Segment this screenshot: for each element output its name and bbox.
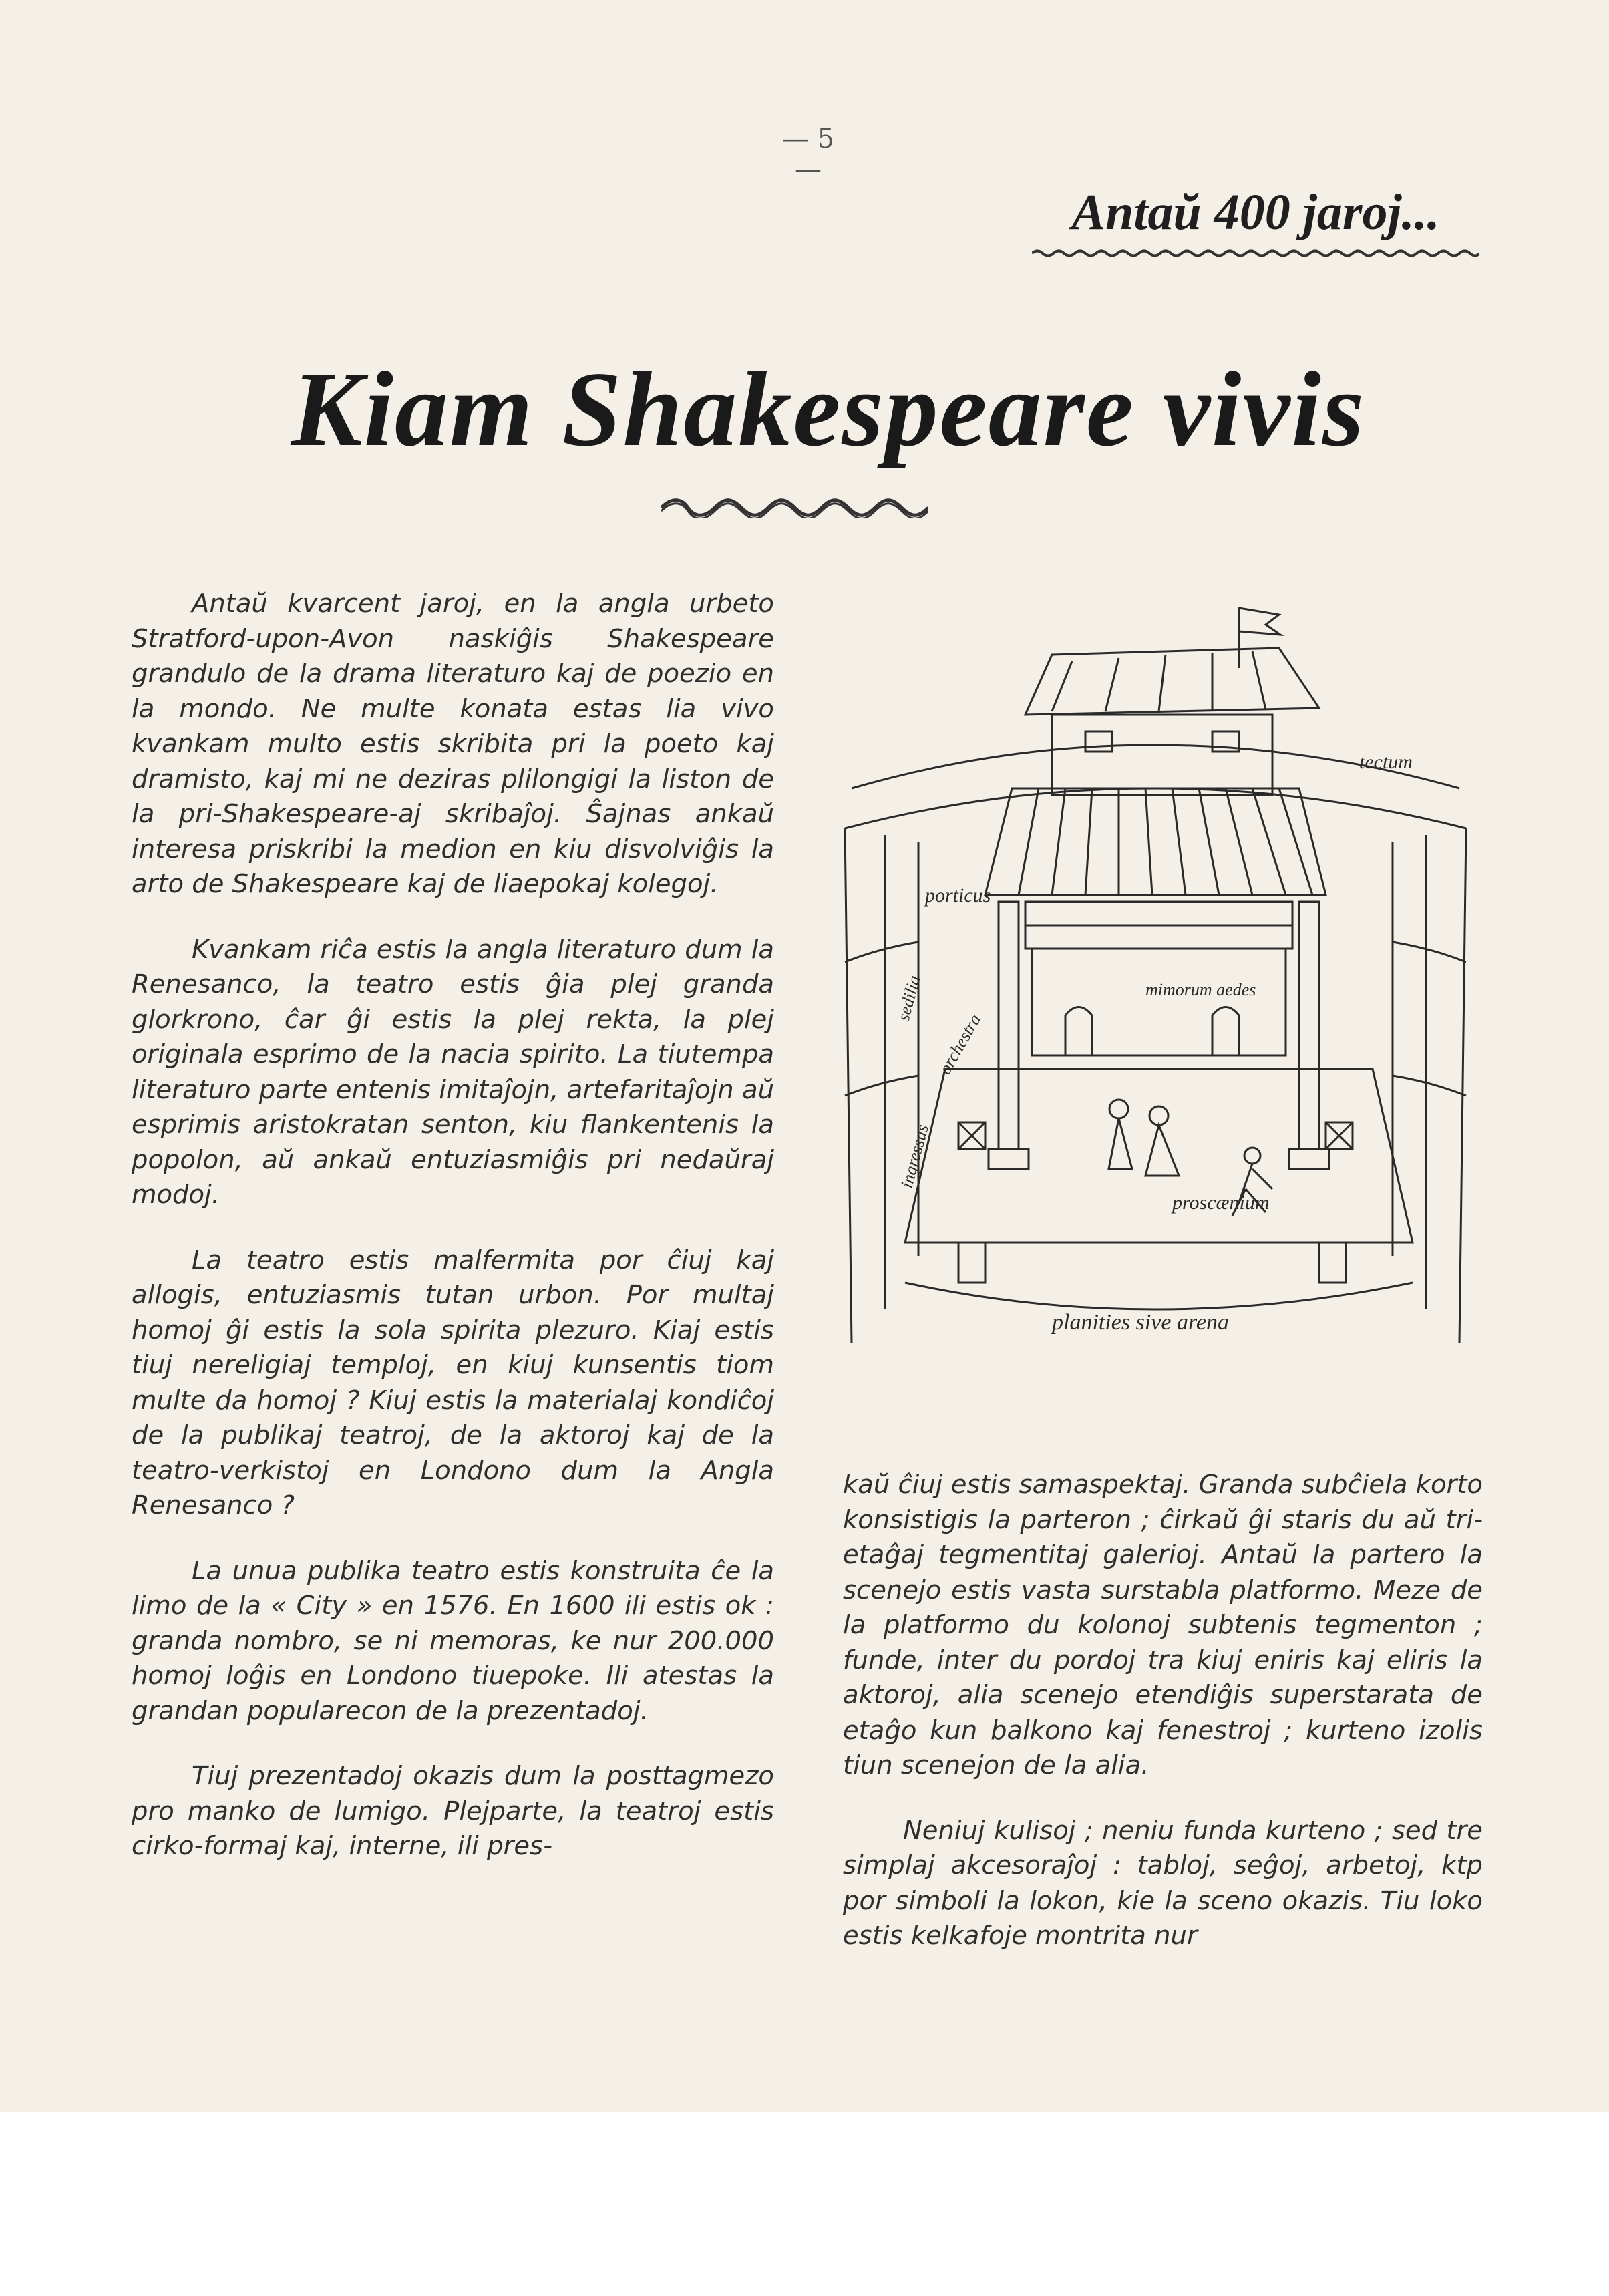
left-column: [132, 587, 774, 1895]
label-sedilia: sedilia: [893, 973, 924, 1023]
paragraph: Antaŭ kvarcent jaroj, en la angla urbeto Stratford-upon-Avon naskiĝis Shakespeare grandulo de la drama literaturo kaj de poezio en la mondo. Ne multe konata estas lia vivo kvankam multo estis skribita pri la poeto kaj dramisto, kaj mi ne deziras plilongigi la liston de la pri-Shakespeare-aj skribaĵoj. Ŝajnas ankaŭ interesa priskribi la medion en kiu disvolviĝis la arto de Shakespeare kaj de liaepokaj kolegoj.: [132, 589, 774, 899]
label-orchestra: orchestra: [935, 1011, 985, 1078]
paragraph: Neniuj kulisoj ; neniu funda kurteno ; sed tre simplaj akcesoraĵoj : tabloj, seĝoj, arbetoj, ktp por simboli la lokon, kie la sceno okazis. Tiu loko estis kelkafoje montrita nur: [843, 1815, 1483, 1951]
right-column: [843, 1468, 1483, 1984]
paragraph: La teatro estis malfermita por ĉiuj kaj allogis, entuziasmis tutan urbon. Por multaj homoj ĝi estis la sola spirita plezuro. Kiaj estis tiuj nereligiaj temploj, en kiuj kunsentis tiom multe da homoj ? Kiuj estis la materialaj kondiĉoj de la publikaj teatroj, de la aktoroj kaj de la teatro-verkistoj en Londono dum la Angla Renesanco ?: [132, 1245, 774, 1520]
page-number: — 5 —: [781, 124, 835, 185]
label-planities: planities sive arena: [1052, 1310, 1230, 1335]
label-ingressus: ingressus: [896, 1122, 932, 1190]
label-mimorum-aedes: mimorum aedes: [1145, 980, 1256, 999]
series-title: Antaŭ 400 jaroj...: [1071, 184, 1440, 240]
label-tectum: tectum: [1359, 751, 1413, 773]
theatre-drawing: [838, 588, 1473, 1376]
paragraph: Kvankam riĉa estis la angla literaturo dum la Renesanco, la teatro estis ĝia plej granda glorkrono, ĉar ĝi estis la plej rekta, la plej originala esprimo de la nacia spirito. La tiutempa literaturo parte entenis imitaĵojn, artefaritaĵojn aŭ esprimis aristokratan senton, kiu flankentenis la popolon, aŭ ankaŭ entuziasmiĝis pri nedaŭraj modoj.: [132, 934, 774, 1210]
series-title-underline: [1032, 249, 1479, 258]
title-ornament: [661, 498, 928, 518]
article-title: Kiam Shakespeare vivis: [291, 349, 1366, 468]
label-proscaenium: proscænium: [1172, 1192, 1270, 1214]
paragraph: kaŭ ĉiuj estis samaspektaj. Granda subĉiela korto konsistigis la parteron ; ĉirkaŭ ĝi staris du aŭ tri-etaĝaj tegmentitaj galerioj. Antaŭ la partero la scenejo estis vasta surstabla platformo. Meze de la platformo du kolonoj subtenis tegmenton ; funde, inter du pordoj tra kiuj eniris kaj eliris la aktoroj, alia scenejo etendiĝis superstarata de etaĝo kun balkono kaj fenestroj ; kurteno izolis tiun scenejon de la alia.: [843, 1470, 1483, 1780]
globe-theatre-illustration: [838, 588, 1473, 1376]
label-porticus: porticus: [925, 884, 991, 907]
paragraph: La unua publika teatro estis konstruita ĉe la limo de la « City » en 1576. En 1600 ili estis ok : granda nombro, se ni memoras, ke nur 200.000 homoj loĝis en Londono tiuepoke. Ili atestas la grandan popularecon de la prezentadoj.: [132, 1555, 774, 1726]
paragraph: Tiuj prezentadoj okazis dum la posttagmezo pro manko de lumigo. Plejparte, la teatroj estis cirko-formaj kaj, interne, ili pres-: [132, 1761, 774, 1861]
